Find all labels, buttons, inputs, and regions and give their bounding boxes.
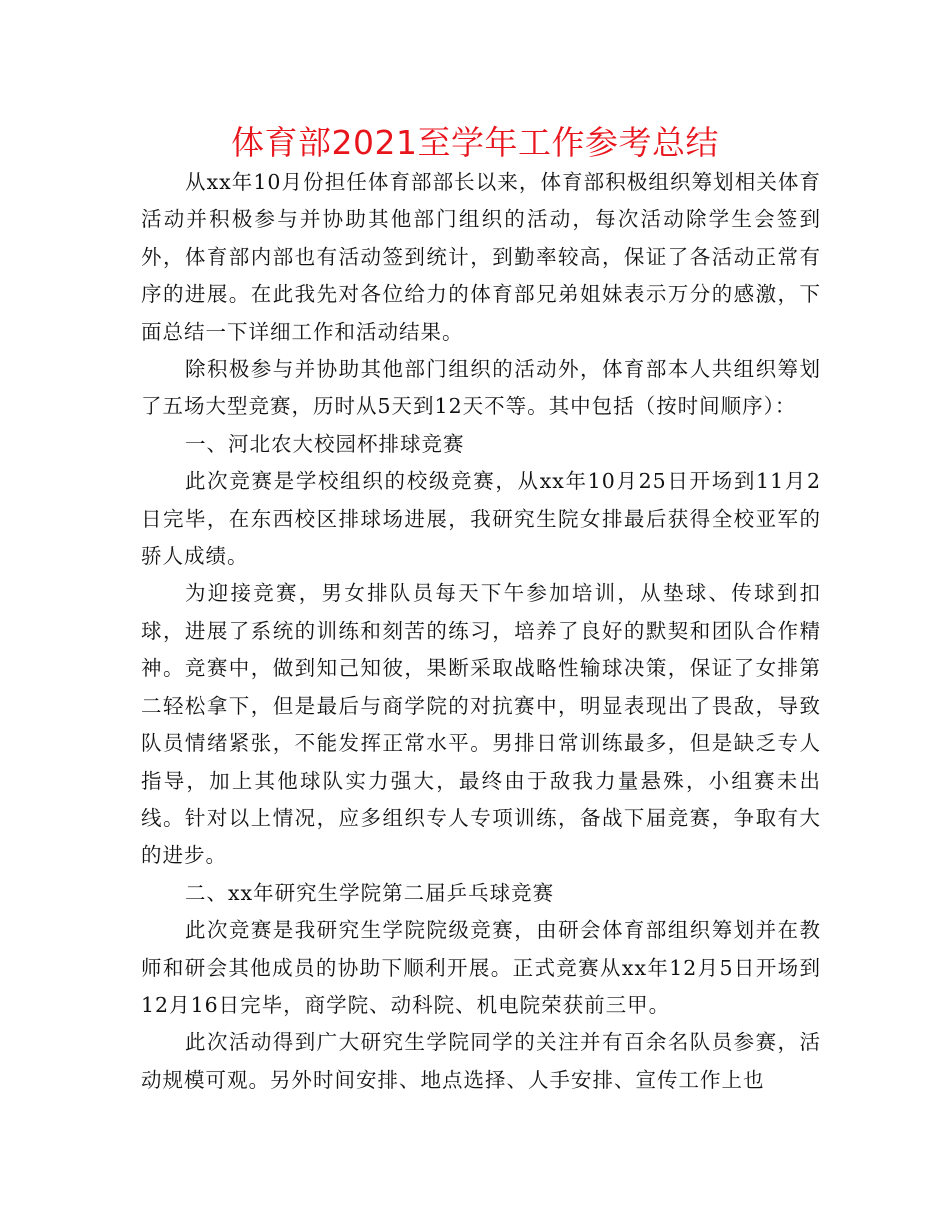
paragraph-volleyball-training: 为迎接竞赛，男女排队员每天下午参加培训，从垫球、传球到扣球，进展了系统的训练和刻苦的练习，培养了良好的默契和团队合作精神。竞赛中，做到知己知彼，果断采取战略性输球决策，保证了女排第二轻松拿下，但是最后与商学院的对抗赛中，明显表现出了畏敌，导致队员情绪紧张，不能发挥正常水平。男排日常训练最多，但是缺乏专人指导，加上其他球队实力强大，最终由于敌我力量悬殊，小组赛未出线。针对以上情况，应多组织专人专项训练，备战下届竞赛，争取有大的进步。	[141, 581, 821, 868]
section-heading-volleyball: 一、河北农大校园杯排球竞赛	[185, 431, 465, 456]
paragraph-intro: 从xx年10月份担任体育部部长以来，体育部积极组织筹划相关体育活动并积极参与并协助其他部门组织的活动，每次活动除学生会签到外，体育部内部也有活动签到统计，到勤率较高，保证了各活动正常有序的进展。在此我先对各位给力的体育部兄弟姐妹表示万分的感激，下面总结一下详细工作和活动结果。	[141, 170, 821, 344]
document-title: 体育部2021至学年工作参考总结	[231, 123, 719, 162]
paragraph-volleyball-result: 此次竞赛是学校组织的校级竞赛，从xx年10月25日开场到11月2日完毕，在东西校区排球场进展，我研究生院女排最后获得全校亚军的骄人成绩。	[141, 469, 821, 569]
section-heading-table-tennis: 二、xx年研究生学院第二届乒乓球竞赛	[185, 880, 555, 905]
paragraph-overview: 除积极参与并协助其他部门组织的活动外，体育部本人共组织筹划了五场大型竞赛，历时从5天到12天不等。其中包括（按时间顺序）：	[141, 357, 821, 419]
document-body	[141, 164, 821, 1099]
paragraph-table-tennis-result: 此次竞赛是我研究生学院院级竞赛，由研会体育部组织筹划并在教师和研会其他成员的协助下顺利开展。正式竞赛从xx年12月5日开场到12月16日完毕，商学院、动科院、机电院荣获前三甲。	[141, 918, 821, 1017]
paragraph-table-tennis-scale: 此次活动得到广大研究生学院同学的关注并有百余名队员参赛，活动规模可观。另外时间安排、地点选择、人手安排、宣传工作上也	[141, 1030, 821, 1092]
